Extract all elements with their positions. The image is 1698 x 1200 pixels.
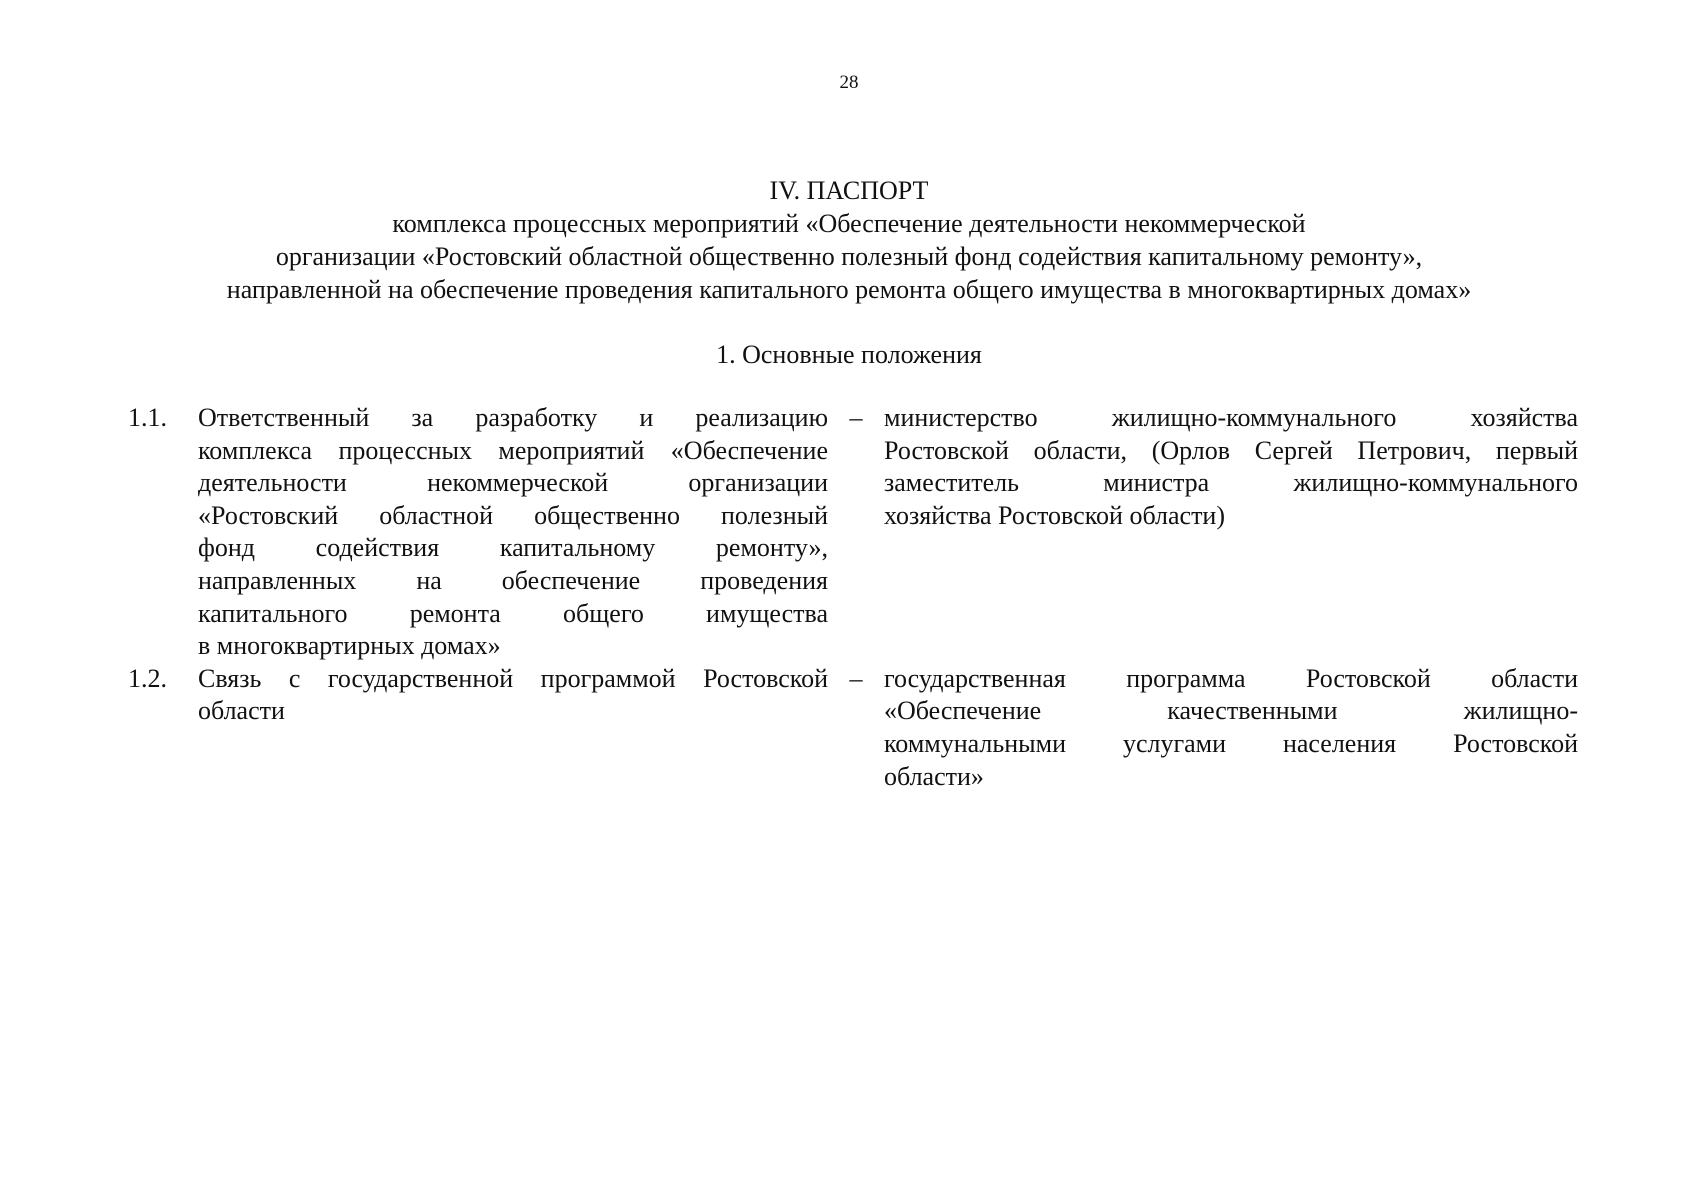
value-line: области» <box>884 761 984 791</box>
label-line: капитального ремонта общего имущества <box>198 598 828 628</box>
label-line: направленных на обеспечение проведения <box>198 565 828 595</box>
row-number: 1.2. <box>128 663 167 693</box>
provision-row-1-2 <box>128 663 1578 793</box>
row-dash: – <box>849 403 863 432</box>
section-title: 1. Основные положения <box>716 340 982 369</box>
page-number: 28 <box>839 72 859 93</box>
passport-title-line: комплекса процессных мероприятий «Обеспечение деятельности некоммерческой <box>392 209 1306 238</box>
passport-title-line: направленной на обеспечение проведения капитального ремонта общего имущества в многоквартирных домах» <box>226 275 1472 304</box>
value-line: «Обеспечение качественными жилищно- <box>884 696 1578 726</box>
value-line: коммунальными услугами населения Ростовской <box>884 728 1578 758</box>
passport-heading: IV. ПАСПОРТ <box>769 176 929 205</box>
value-line: министерство жилищно-коммунального хозяйства <box>884 403 1578 432</box>
row-number: 1.1. <box>128 403 167 432</box>
value-line: государственная программа Ростовской области <box>884 663 1578 693</box>
value-line: Ростовской области, (Орлов Сергей Петрович, первый <box>884 435 1578 465</box>
value-line: хозяйства Ростовской области) <box>884 500 1226 530</box>
row-value <box>884 402 1578 532</box>
passport-title <box>0 174 1698 306</box>
label-line: Ответственный за разработку и реализацию <box>198 403 828 432</box>
value-line: заместитель министра жилищно-коммунального <box>884 468 1578 498</box>
label-line: фонд содействия капитальному ремонту», <box>198 533 828 563</box>
label-line: комплекса процессных мероприятий «Обеспечение <box>198 435 828 465</box>
row-label <box>198 663 828 728</box>
row-value <box>884 663 1578 793</box>
row-label <box>198 402 828 663</box>
label-line: Связь с государственной программой Ростовской <box>198 663 828 693</box>
label-line: области <box>198 696 285 726</box>
provision-row-1-1 <box>128 402 1578 663</box>
row-dash: – <box>849 663 863 693</box>
label-line: деятельности некоммерческой организации <box>198 468 828 498</box>
passport-title-line: организации «Ростовский областной общественно полезный фонд содействия капитальному ремонту», <box>275 242 1423 271</box>
label-line: в многоквартирных домах» <box>198 631 501 661</box>
label-line: «Ростовский областной общественно полезный <box>198 500 828 530</box>
provisions-list <box>128 402 1578 793</box>
